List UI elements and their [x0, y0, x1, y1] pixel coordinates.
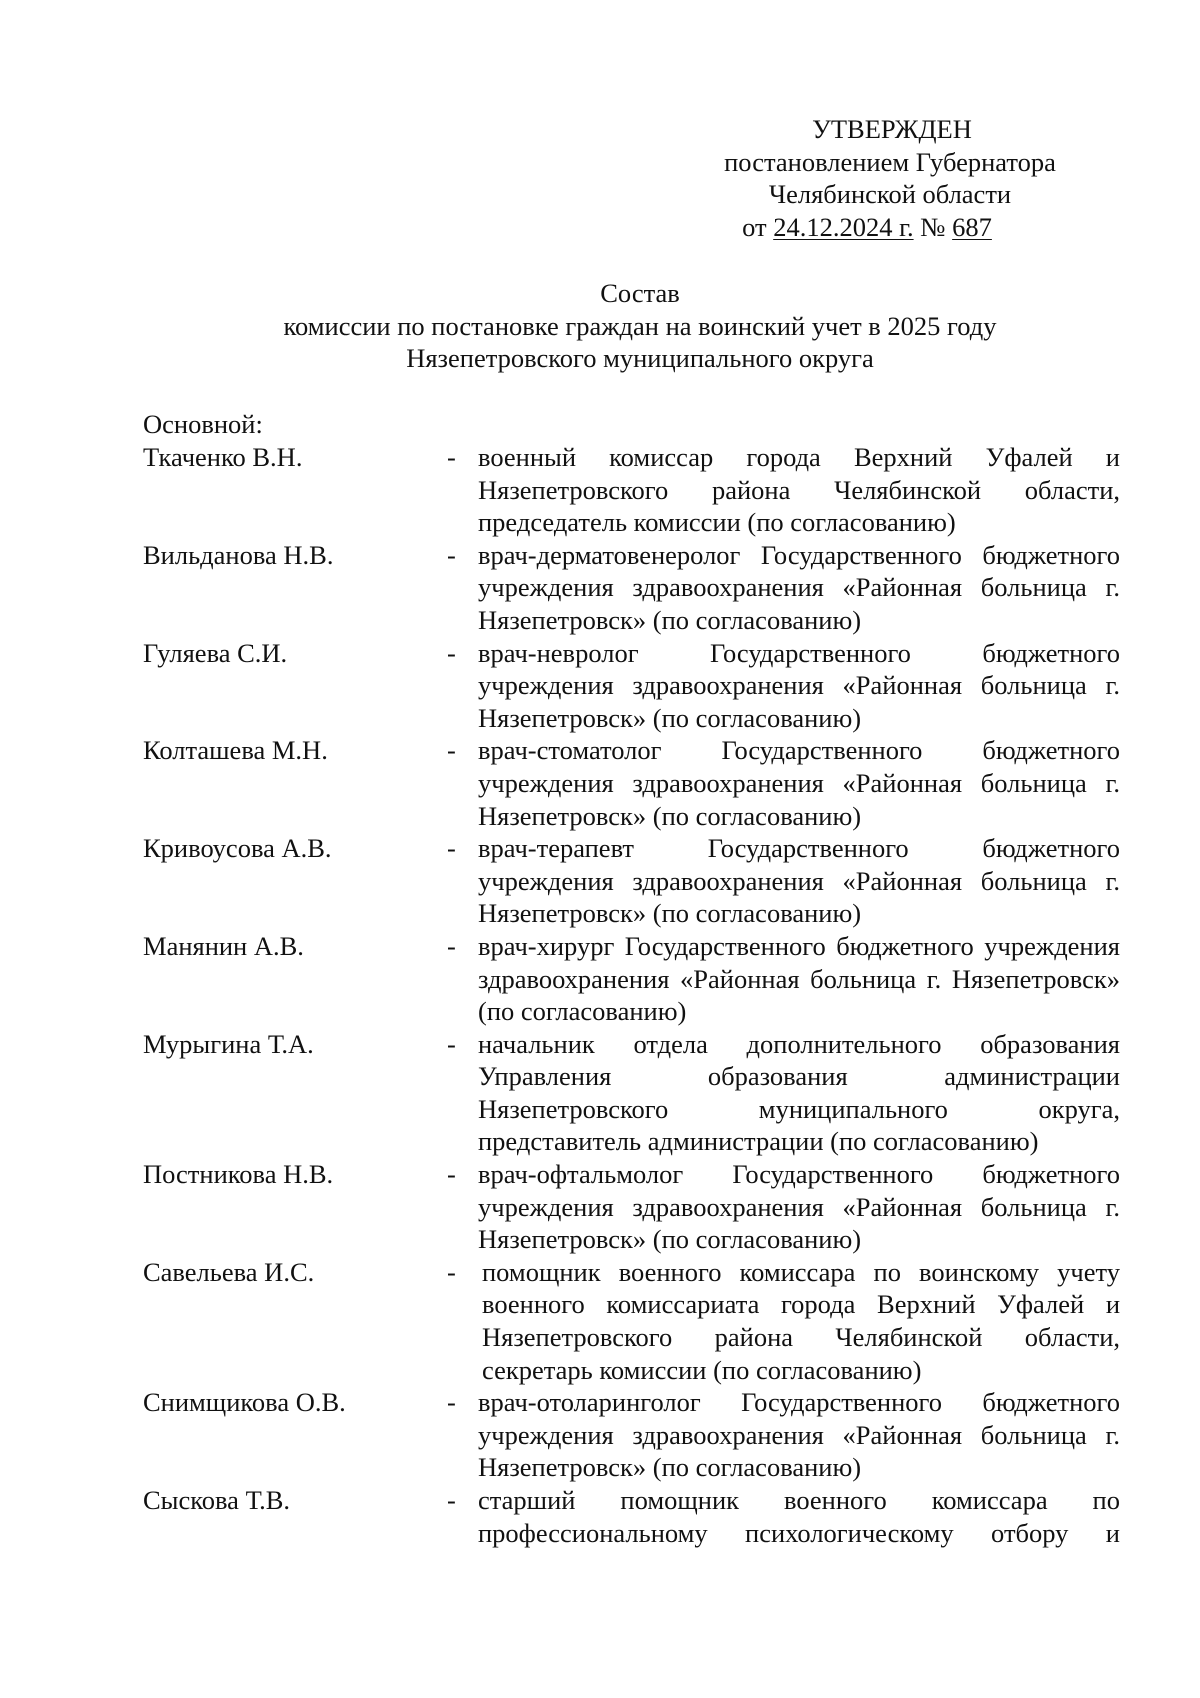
member-dash: - — [447, 539, 456, 570]
member-name: Сыскова Т.В. — [143, 1485, 291, 1515]
member-dash: - — [447, 833, 456, 864]
member-role: врач-стоматолог Государственного бюджетного учреждения здравоохранения «Районная больница г. Нязепетровск» (по согласованию) — [478, 735, 1120, 831]
member-role: военный комиссар города Верхний Уфалей и Нязепетровского района Челябинской области, председатель комиссии (по согласованию) — [478, 442, 1120, 538]
member-row — [143, 539, 1123, 637]
member-role: врач-хирург Государственного бюджетного учреждения здравоохранения «Районная больница г. Нязепетровск» (по согласованию) — [478, 930, 1120, 1027]
member-dash: - — [447, 930, 456, 961]
member-row — [143, 1484, 1123, 1549]
member-row — [143, 1256, 1123, 1386]
members-list — [143, 441, 1123, 1549]
member-dash: - — [447, 1028, 456, 1059]
member-role: врач-дерматовенеролог Государственного бюджетного учреждения здравоохранения «Районная больница г. Нязепетровск» (по согласованию) — [478, 539, 1120, 635]
member-name: Ткаченко В.Н. — [143, 442, 303, 472]
title-line-1: Состав — [600, 278, 680, 308]
title-line-3: Нязепетровского муниципального округа — [406, 343, 874, 374]
approval-status: УТВЕРЖДЕН — [812, 114, 972, 144]
member-row — [143, 930, 1123, 1028]
member-name: Постникова Н.В. — [143, 1159, 334, 1190]
member-row — [143, 734, 1123, 832]
member-row — [143, 1028, 1123, 1158]
approval-number: 687 — [952, 211, 992, 242]
member-role: врач-отоларинголог Государственного бюджетного учреждения здравоохранения «Районная больница г. Нязепетровск» (по согласованию) — [478, 1387, 1120, 1483]
member-role: врач-офтальмолог Государственного бюджетного учреждения здравоохранения «Районная больница г. Нязепетровск» (по согласованию) — [478, 1159, 1120, 1255]
member-name: Колташева М.Н. — [143, 735, 328, 766]
member-row — [143, 441, 1123, 539]
member-name: Манянин А.В. — [143, 930, 304, 961]
member-dash: - — [447, 1485, 456, 1515]
member-role: старший помощник военного комиссара по профессиональному психологическому отбору и — [478, 1485, 1120, 1548]
approval-stamp — [680, 113, 1100, 243]
member-row — [143, 1158, 1123, 1256]
approval-date-number — [680, 211, 1054, 244]
approval-date-prefix: от — [742, 211, 774, 242]
member-row — [143, 1386, 1123, 1484]
member-row — [143, 832, 1123, 930]
approval-line-region: Челябинской области — [768, 179, 1012, 210]
member-dash: - — [447, 637, 456, 668]
member-dash: - — [447, 1256, 456, 1287]
member-dash: - — [447, 735, 456, 766]
member-dash: - — [447, 1387, 456, 1418]
approval-number-prefix: № — [913, 211, 953, 242]
member-name: Мурыгина Т.А. — [143, 1028, 314, 1059]
section-label: Основной: — [143, 409, 263, 439]
approval-line-decree: постановлением Губернатора — [724, 146, 1056, 177]
member-role: начальник отдела дополнительного образования Управления образования администрации Нязепетровского муниципального округа, представитель администрации (по согласованию) — [478, 1028, 1120, 1157]
member-row — [143, 637, 1123, 735]
document-title — [140, 277, 1140, 375]
member-name: Гуляева С.И. — [143, 637, 288, 668]
member-dash: - — [447, 442, 456, 472]
member-name: Вильданова Н.В. — [143, 539, 334, 570]
member-role: помощник военного комиссара по воинскому учету военного комиссариата города Верхний Уфалей и Нязепетровского района Челябинской области, секретарь комиссии (по согласованию) — [482, 1256, 1120, 1385]
member-name: Савельева И.С. — [143, 1256, 315, 1287]
member-role: врач-невролог Государственного бюджетного учреждения здравоохранения «Районная больница г. Нязепетровск» (по согласованию) — [478, 637, 1120, 733]
approval-date: 24.12.2024 г. — [773, 211, 914, 242]
title-line-2: комиссии по постановке граждан на воинский учет в 2025 году — [283, 310, 997, 341]
member-name: Снимщикова О.В. — [143, 1387, 346, 1418]
member-dash: - — [447, 1159, 456, 1190]
member-role: врач-терапевт Государственного бюджетного учреждения здравоохранения «Районная больница г. Нязепетровск» (по согласованию) — [478, 833, 1120, 929]
member-name: Кривоусова А.В. — [143, 833, 332, 864]
